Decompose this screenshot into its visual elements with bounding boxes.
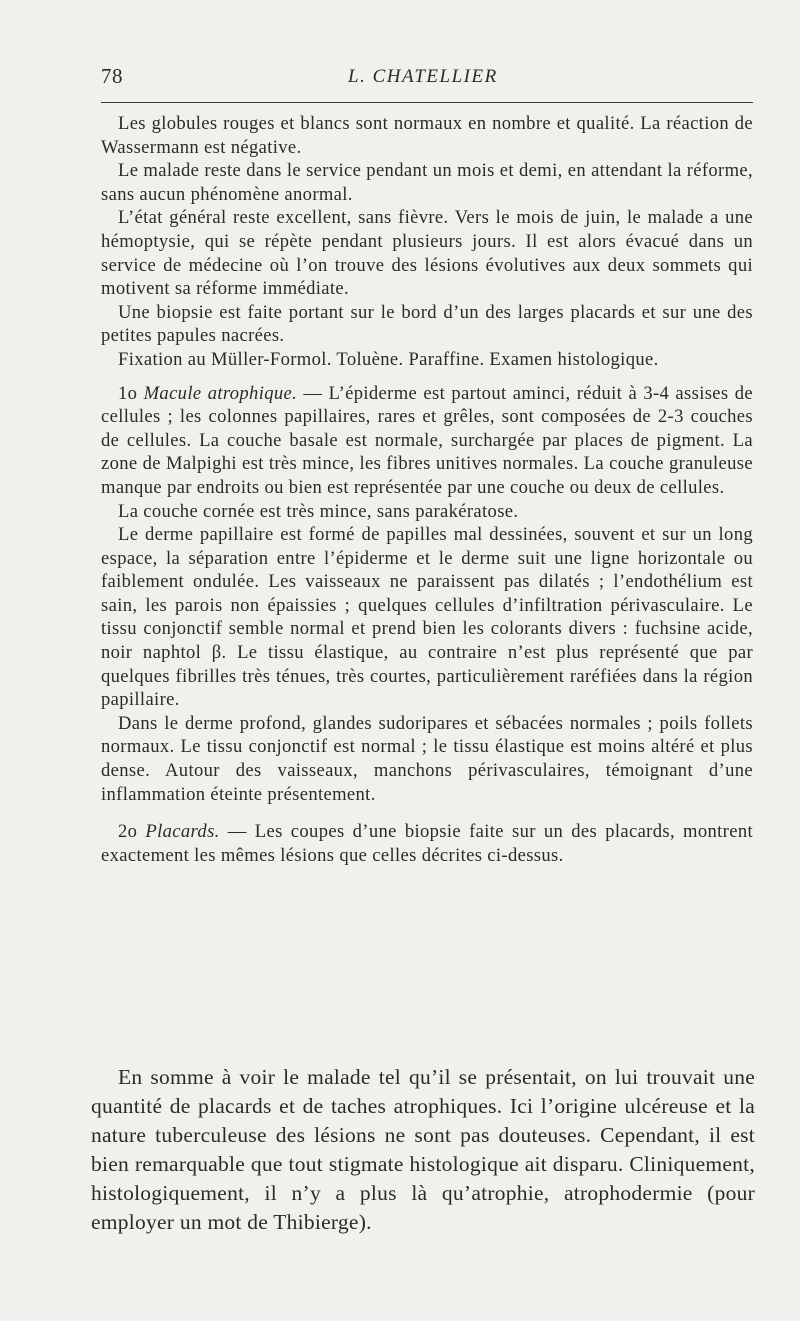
page-header bbox=[101, 64, 753, 104]
section-text: — Les coupes d’une biopsie faite sur un des placards, montrent exactement les mêmes lésions que celles décrites ci-dessus. bbox=[101, 821, 753, 866]
section-title: Placards. bbox=[145, 821, 220, 843]
section-title: Macule atrophique. bbox=[143, 382, 298, 404]
paragraph: Dans le derme profond, glandes sudoripares et sébacées normales ; poils follets normaux. Le tissu conjonctif est normal ; le tissu élastique est moins altéré et plus dense. Autour des vaisseaux, manchons périvasculaires, témoignant d’une inflammation éteinte présentement. bbox=[101, 712, 753, 805]
section-number: 2o bbox=[118, 821, 138, 843]
section-number: 1o bbox=[118, 382, 138, 404]
page-number: 78 bbox=[101, 64, 123, 88]
running-head: L. CHATELLIER bbox=[348, 66, 498, 87]
section-text: — L’épiderme est partout aminci, réduit à 3-4 assises de cellules ; les colonnes papillaires, rares et grêles, sont composées de 2-3 couches de cellules. La couche basale est normale, surchargée par places de pigment. La zone de Malpighi est très mince, les fibres unitives normales. La couche granuleuse manque par endroits ou bien est représentée par une couche ou deux de cellules. bbox=[101, 382, 754, 498]
paragraph: Une biopsie est faite portant sur le bord d’un des larges placards et sur une des petites papules nacrées. bbox=[101, 301, 753, 347]
paragraph: La couche cornée est très mince, sans parakératose. bbox=[118, 500, 519, 522]
section-macule bbox=[101, 382, 753, 500]
paragraph: Fixation au Müller-Formol. Toluène. Paraffine. Examen histologique. bbox=[118, 348, 659, 370]
paragraph: Le derme papillaire est formé de papilles mal dessinées, souvent et sur un long espace, la séparation entre l’épiderme et le derme suit une ligne horizontale ou faiblement ondulée. Les vaisseaux ne paraissent pas dilatés ; l’endothélium est sain, les parois non épaissies ; quelques cellules d’infiltration périvasculaire. Le tissu conjonctif semble normal et prend bien les colorants divers : fuchsine acide, noir naphtol β. Le tissu élastique, au contraire n’est plus représenté que par quelques fibrilles très ténues, très courtes, particulièrement raréfiées dans la région papillaire. bbox=[101, 524, 753, 711]
paragraph: Le malade reste dans le service pendant un mois et demi, en attendant la réforme, sans aucun phénomène anormal. bbox=[101, 160, 753, 205]
section-placards bbox=[101, 820, 753, 867]
header-rule bbox=[101, 102, 753, 103]
paragraph: L’état général reste excellent, sans fièvre. Vers le mois de juin, le malade a une hémoptysie, qui se répète pendant plusieurs jours. Il est alors évacué dans un service de médecine où l’on trouve des lésions évolutives aux deux sommets qui motivent sa réforme immédiate. bbox=[101, 207, 753, 300]
body-text bbox=[101, 112, 753, 867]
paragraph: Les globules rouges et blancs sont normaux en nombre et qualité. La réaction de Wassermann est négative. bbox=[101, 113, 753, 158]
conclusion-paragraph: En somme à voir le malade tel qu’il se présentait, on lui trouvait une quantité de placards et de taches atrophiques. Ici l’origine ulcéreuse et la nature tuberculeuse des lésions ne sont pas douteuses. Cependant, il est bien remarquable que tout stigmate histologique ait disparu. Cliniquement, histologiquement, il n’y a plus là qu’atrophie, atrophodermie (pour employer un mot de Thibierge). bbox=[91, 1065, 755, 1234]
